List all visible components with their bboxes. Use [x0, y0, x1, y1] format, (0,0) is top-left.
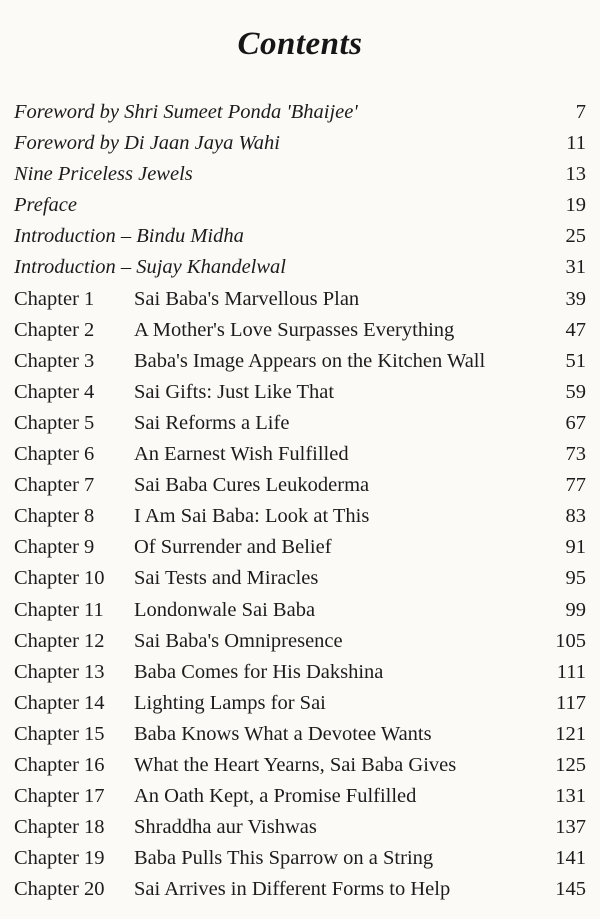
entry-label: Preface: [14, 194, 77, 217]
toc-entry-chapter: [14, 595, 586, 626]
chapter-number: Chapter 18: [14, 816, 105, 839]
toc-entry-front: [14, 190, 586, 221]
chapter-number: Chapter 15: [14, 722, 105, 745]
entry-page-number: 31: [565, 256, 586, 279]
toc-entry-chapter: [14, 408, 586, 439]
entry-page-number: 105: [555, 629, 586, 652]
chapter-number: Chapter 20: [14, 878, 105, 901]
toc-entry-chapter: [14, 501, 586, 532]
toc-entry-chapter: [14, 874, 586, 905]
entry-label: Foreword by Shri Sumeet Ponda 'Bhaijee': [14, 101, 358, 123]
toc-entry-chapter: [14, 377, 586, 408]
entry-label: Introduction – Sujay Khandelwal: [14, 256, 286, 279]
toc-entry-front: [14, 128, 586, 159]
table-of-contents: [14, 97, 586, 905]
entry-label: Introduction – Bindu Midha: [14, 225, 244, 248]
entry-page-number: 141: [555, 847, 586, 870]
entry-page-number: 51: [565, 349, 586, 372]
entry-label: Nine Priceless Jewels: [14, 163, 193, 186]
entry-page-number: 7: [575, 101, 586, 123]
toc-entry-front: [14, 159, 586, 190]
chapter-title: An Oath Kept, a Promise Fulfilled: [134, 785, 417, 808]
chapter-number: Chapter 1: [14, 287, 95, 310]
chapter-title: Baba Knows What a Devotee Wants: [134, 722, 432, 745]
chapter-number: Chapter 6: [14, 443, 95, 466]
toc-entry-chapter: [14, 843, 586, 874]
chapter-title: Sai Gifts: Just Like That: [134, 380, 335, 403]
chapter-title: I Am Sai Baba: Look at This: [134, 505, 370, 528]
chapter-number: Chapter 7: [14, 474, 95, 497]
toc-entry-chapter: [14, 657, 586, 688]
entry-page-number: 111: [556, 660, 586, 683]
chapter-number: Chapter 17: [14, 785, 105, 808]
toc-entry-chapter: [14, 346, 586, 377]
toc-entry-front: [14, 252, 586, 283]
chapter-number: Chapter 8: [14, 505, 95, 528]
entry-page-number: 11: [566, 132, 586, 155]
chapter-number: Chapter 5: [14, 411, 95, 434]
entry-page-number: 39: [565, 287, 586, 310]
entry-page-number: 67: [565, 411, 586, 434]
chapter-number: Chapter 9: [14, 536, 95, 559]
chapter-title: Sai Baba's Omnipresence: [134, 629, 343, 652]
entry-page-number: 59: [565, 380, 586, 403]
entry-page-number: 19: [565, 194, 586, 217]
entry-page-number: 73: [565, 443, 586, 466]
toc-entry-chapter: [14, 315, 586, 346]
entry-page-number: 77: [565, 474, 586, 497]
chapter-title: Londonwale Sai Baba: [134, 598, 316, 621]
chapter-number: Chapter 3: [14, 349, 95, 372]
chapter-title: Baba Pulls This Sparrow on a String: [134, 847, 434, 870]
entry-page-number: 95: [565, 567, 586, 590]
toc-entry-chapter: [14, 781, 586, 812]
chapter-title: Baba's Image Appears on the Kitchen Wall: [134, 349, 486, 372]
chapter-title: An Earnest Wish Fulfilled: [134, 443, 349, 466]
toc-entry-chapter: [14, 563, 586, 594]
toc-entry-chapter: [14, 719, 586, 750]
entry-page-number: 131: [555, 785, 586, 808]
entry-page-number: 47: [565, 318, 586, 341]
chapter-title: What the Heart Yearns, Sai Baba Gives: [134, 753, 457, 776]
entry-page-number: 125: [555, 753, 586, 776]
entry-page-number: 91: [565, 536, 586, 559]
chapter-title: Shraddha aur Vishwas: [134, 816, 317, 839]
entry-page-number: 25: [565, 225, 586, 248]
chapter-title: Sai Baba Cures Leukoderma: [134, 474, 370, 497]
chapter-title: Lighting Lamps for Sai: [134, 691, 326, 714]
entry-page-number: 145: [555, 878, 586, 901]
chapter-number: Chapter 14: [14, 691, 105, 714]
chapter-number: Chapter 11: [14, 598, 104, 621]
toc-entry-chapter: [14, 750, 586, 781]
entry-page-number: 13: [565, 163, 586, 186]
page-title: Contents: [237, 26, 363, 62]
chapter-title: A Mother's Love Surpasses Everything: [134, 318, 455, 341]
entry-page-number: 83: [565, 505, 586, 528]
toc-entry-chapter: [14, 284, 586, 315]
toc-entry-chapter: [14, 532, 586, 563]
chapter-title: Sai Arrives in Different Forms to Help: [134, 878, 451, 901]
toc-entry-chapter: [14, 439, 586, 470]
chapter-number: Chapter 16: [14, 753, 105, 776]
entry-label: Foreword by Di Jaan Jaya Wahi: [14, 132, 280, 155]
chapter-title: Sai Baba's Marvellous Plan: [134, 287, 360, 310]
chapter-title: Of Surrender and Belief: [134, 536, 332, 559]
entry-page-number: 121: [555, 722, 586, 745]
toc-entry-chapter: [14, 812, 586, 843]
chapter-number: Chapter 4: [14, 380, 95, 403]
chapter-number: Chapter 12: [14, 629, 105, 652]
toc-entry-chapter: [14, 626, 586, 657]
chapter-number: Chapter 13: [14, 660, 105, 683]
entry-page-number: 99: [565, 598, 586, 621]
entry-page-number: 117: [556, 691, 586, 714]
entry-page-number: 137: [555, 816, 586, 839]
chapter-number: Chapter 2: [14, 318, 95, 341]
toc-entry-chapter: [14, 470, 586, 501]
chapter-number: Chapter 10: [14, 567, 105, 590]
toc-entry-front: [14, 97, 586, 128]
toc-entry-chapter: [14, 688, 586, 719]
toc-entry-front: [14, 221, 586, 252]
chapter-title: Sai Reforms a Life: [134, 411, 290, 434]
chapter-number: Chapter 19: [14, 847, 105, 870]
chapter-title: Baba Comes for His Dakshina: [134, 660, 384, 683]
chapter-title: Sai Tests and Miracles: [134, 567, 319, 590]
